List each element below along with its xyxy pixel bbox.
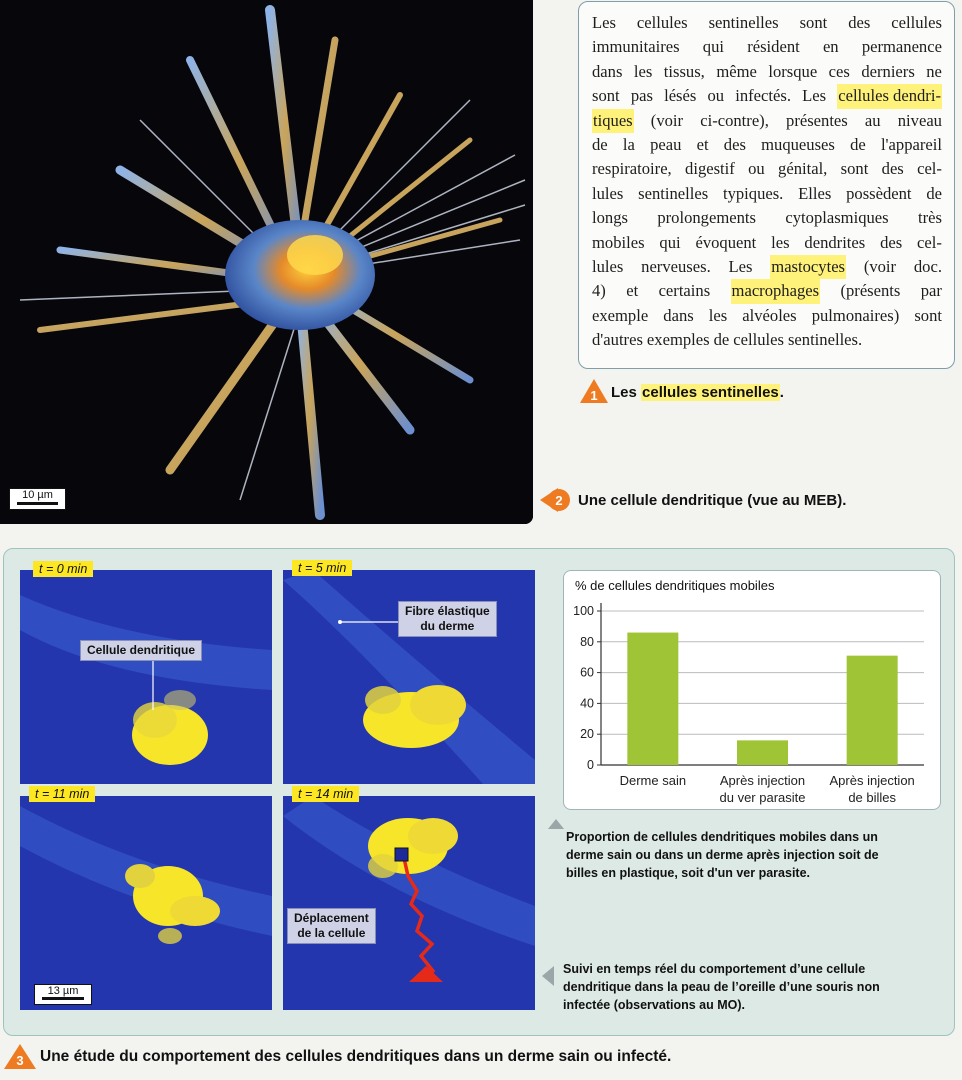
text-word: lésés [664, 86, 697, 106]
text-word: prolongements [657, 208, 756, 228]
micro-scale-label: 13 µm [47, 985, 79, 997]
text-word: niveau [897, 110, 942, 130]
text-line [592, 60, 942, 84]
text-word: sentinelles [708, 13, 779, 32]
text-line [592, 328, 942, 352]
doc2-caption-marker [538, 486, 572, 519]
doc1-caption [611, 384, 784, 401]
label-cell-movement [287, 908, 376, 944]
text-word: sont [799, 13, 828, 32]
text-word: ou [707, 86, 725, 106]
text-line [592, 11, 942, 35]
triangle-marker-icon [2, 1042, 36, 1070]
text-word: très [918, 208, 942, 228]
text-word: cellules [636, 13, 688, 32]
text-word: (présents [840, 281, 901, 301]
text-word: de [713, 330, 730, 350]
text-word: cel- [917, 232, 942, 252]
text-word: longs [592, 208, 628, 228]
text-word: nerveuses. [641, 256, 711, 276]
y-tick-label: 40 [580, 696, 594, 711]
text-word: l'appareil [880, 134, 942, 154]
text-word: et [696, 134, 709, 154]
scale-label: 10 µm [22, 489, 53, 501]
doc1-caption-marker [579, 378, 609, 409]
text-word: peau [650, 134, 682, 154]
text-word: cellules dendri- [837, 84, 942, 108]
text-line [592, 84, 942, 108]
text-word: typiques. [722, 183, 784, 203]
text-word: sont [840, 159, 869, 179]
chart-caption [566, 828, 879, 882]
triangle-marker-icon [579, 378, 609, 404]
chart-caption-line3: billes en plastique, soit d'un ver parasite. [566, 866, 811, 880]
text-line [592, 133, 942, 157]
label-elastic-fibre [398, 601, 497, 637]
text-word: sont [592, 86, 620, 106]
chart-title: % de cellules dendritiques mobiles [575, 578, 775, 593]
text-word: des [848, 13, 871, 32]
text-word: pulmonaires) [811, 305, 900, 325]
text-line [592, 279, 942, 303]
text-word: des [723, 134, 746, 154]
time-label-t14: t = 14 min [292, 786, 359, 802]
text-word: de [592, 134, 608, 154]
text-word: Les [802, 86, 827, 106]
text-word: cytoplasmiques [785, 208, 889, 228]
text-word: les [708, 305, 728, 325]
doc2-caption: Une cellule dendritique (vue au MEB). [578, 492, 847, 509]
text-word: la [622, 134, 635, 154]
x-tick-label: Derme sain [619, 773, 687, 788]
text-word: tiques [592, 109, 634, 133]
doc1-caption-number: 1 [590, 388, 598, 403]
y-tick-label: 100 [573, 604, 594, 618]
text-word: certains [658, 281, 711, 301]
text-word: d'autres [592, 330, 643, 350]
doc1-caption-suffix: . [779, 384, 784, 401]
text-word: lules [592, 256, 624, 276]
text-line [592, 231, 942, 255]
text-word: muqueuses [761, 134, 835, 154]
text-word: en [822, 37, 839, 57]
text-word: (voir [650, 110, 684, 130]
text-word: dendrites [804, 232, 866, 252]
text-line [592, 109, 942, 133]
chart-caption-line1: Proportion de cellules dendritiques mobiles dans un [566, 830, 878, 844]
micro-scale-bar [34, 984, 92, 1005]
text-word: Les [728, 256, 753, 276]
doc3-caption-number: 3 [16, 1053, 24, 1068]
text-word: qui [659, 232, 681, 252]
text-word: des [881, 159, 904, 179]
micro-caption-line1: Suivi en temps réel du comportement d’une cellule [563, 962, 866, 976]
label-cell-movement-line2: de la cellule [297, 926, 366, 940]
text-word: des [880, 232, 903, 252]
text-word: de [850, 134, 866, 154]
text-word: dans [663, 305, 694, 325]
text-word: alvéoles [742, 305, 797, 325]
text-word: derniers [861, 61, 915, 81]
time-label-t5: t = 5 min [292, 560, 352, 576]
text-word: mastocytes [770, 255, 846, 279]
text-line [592, 182, 942, 206]
label-elastic-fibre-line2: du derme [420, 619, 475, 633]
text-word: qui [702, 37, 724, 57]
micro-caption [563, 960, 880, 1014]
label-dendritic-cell: Cellule dendritique [80, 640, 202, 661]
micrograph-t11 [20, 796, 272, 1010]
time-label-t0: t = 0 min [33, 561, 93, 577]
text-word: cellules [733, 330, 784, 350]
text-word: cel- [917, 159, 942, 179]
text-line [592, 304, 942, 328]
mobility-bar-chart [564, 571, 939, 808]
chart-caption-marker [548, 816, 564, 834]
text-word: cellules [891, 13, 942, 32]
bar [627, 633, 678, 765]
text-word: génital, [778, 159, 828, 179]
left-arrow-marker-icon [538, 486, 572, 514]
text-word: ces [828, 61, 850, 81]
text-word: ci-contre), [700, 110, 769, 130]
text-word: immunitaires [592, 37, 680, 57]
x-tick-label: du ver parasite [719, 790, 806, 805]
text-word: même [716, 61, 757, 81]
bar [737, 740, 788, 765]
doc1-caption-prefix: Les [611, 384, 637, 401]
meb-dendritic-cell-image [0, 0, 533, 524]
micro-caption-marker [542, 966, 554, 991]
text-word: les [633, 61, 653, 81]
text-word: lules [592, 183, 624, 203]
text-word: tissus, [663, 61, 705, 81]
text-word: ou [748, 159, 765, 179]
micro-caption-line3: infectée (observations au MO). [563, 998, 745, 1012]
text-word: doc. [913, 256, 942, 276]
micrograph-t0 [20, 570, 272, 784]
text-word: pas [630, 86, 653, 106]
text-word: mobiles [592, 232, 645, 252]
chart-container [563, 570, 941, 810]
micrograph-t14 [283, 796, 535, 1010]
text-word: digestif [685, 159, 735, 179]
label-cell-movement-line1: Déplacement [294, 911, 369, 925]
text-word: respiratoire, [592, 159, 672, 179]
time-label-t11: t = 11 min [29, 786, 95, 802]
micro-caption-line2: dendritique dans la peau de l’oreille d’une souris non [563, 980, 880, 994]
end-square-icon [395, 848, 408, 861]
left-arrow-marker-icon [542, 966, 554, 986]
text-line [592, 206, 942, 230]
text-word: résident [747, 37, 800, 57]
doc2-caption-number: 2 [555, 493, 563, 508]
text-word: les [771, 232, 790, 252]
text-word: et [626, 281, 639, 301]
text-word: sentinelles [638, 183, 709, 203]
text-word: Les [592, 13, 616, 32]
text-word: (voir [863, 256, 897, 276]
up-arrow-marker-icon [548, 819, 564, 829]
text-word: Elles [798, 183, 832, 203]
text-word: sentinelles. [787, 330, 863, 350]
text-word: infectés. [735, 86, 791, 106]
x-tick-label: de billes [848, 790, 897, 805]
y-tick-label: 80 [580, 634, 594, 649]
text-word: sont [914, 305, 942, 325]
text-word: évoquent [695, 232, 757, 252]
text-word: lorsque [768, 61, 818, 81]
text-word: dans [592, 61, 623, 81]
x-tick-label: Après injection [829, 773, 915, 788]
text-line [592, 157, 942, 181]
text-word: permanence [861, 37, 942, 57]
doc1-caption-highlight: cellules sentinelles [642, 384, 779, 401]
text-word: ne [926, 61, 942, 81]
micro-scale-bar-line [42, 997, 84, 1000]
text-word: 4) [592, 281, 606, 301]
text-word: exemple [592, 305, 649, 325]
doc3-caption: Une étude du comportement des cellules dendritiques dans un derme sain ou infecté. [40, 1048, 672, 1065]
text-word: de [926, 183, 942, 203]
y-tick-label: 0 [587, 758, 594, 772]
text-word: présentes [786, 110, 848, 130]
text-line [592, 35, 942, 59]
scale-bar-line [17, 502, 58, 505]
text-word: au [864, 110, 881, 130]
doc3-caption-marker [2, 1042, 36, 1075]
text-line [592, 255, 942, 279]
text-word: exemples [646, 330, 710, 350]
text-word: par [920, 281, 942, 301]
chart-caption-line2: derme sain ou dans un derme après injection soit de [566, 848, 879, 862]
label-elastic-fibre-line1: Fibre élastique [405, 604, 490, 618]
y-tick-label: 20 [580, 727, 594, 742]
sentinel-cells-text-box [578, 1, 955, 369]
text-word: macrophages [731, 279, 821, 303]
y-tick-label: 60 [580, 665, 594, 680]
text-word: possèdent [846, 183, 912, 203]
x-tick-label: Après injection [719, 773, 806, 788]
scale-bar [9, 488, 66, 510]
bar [847, 656, 898, 765]
